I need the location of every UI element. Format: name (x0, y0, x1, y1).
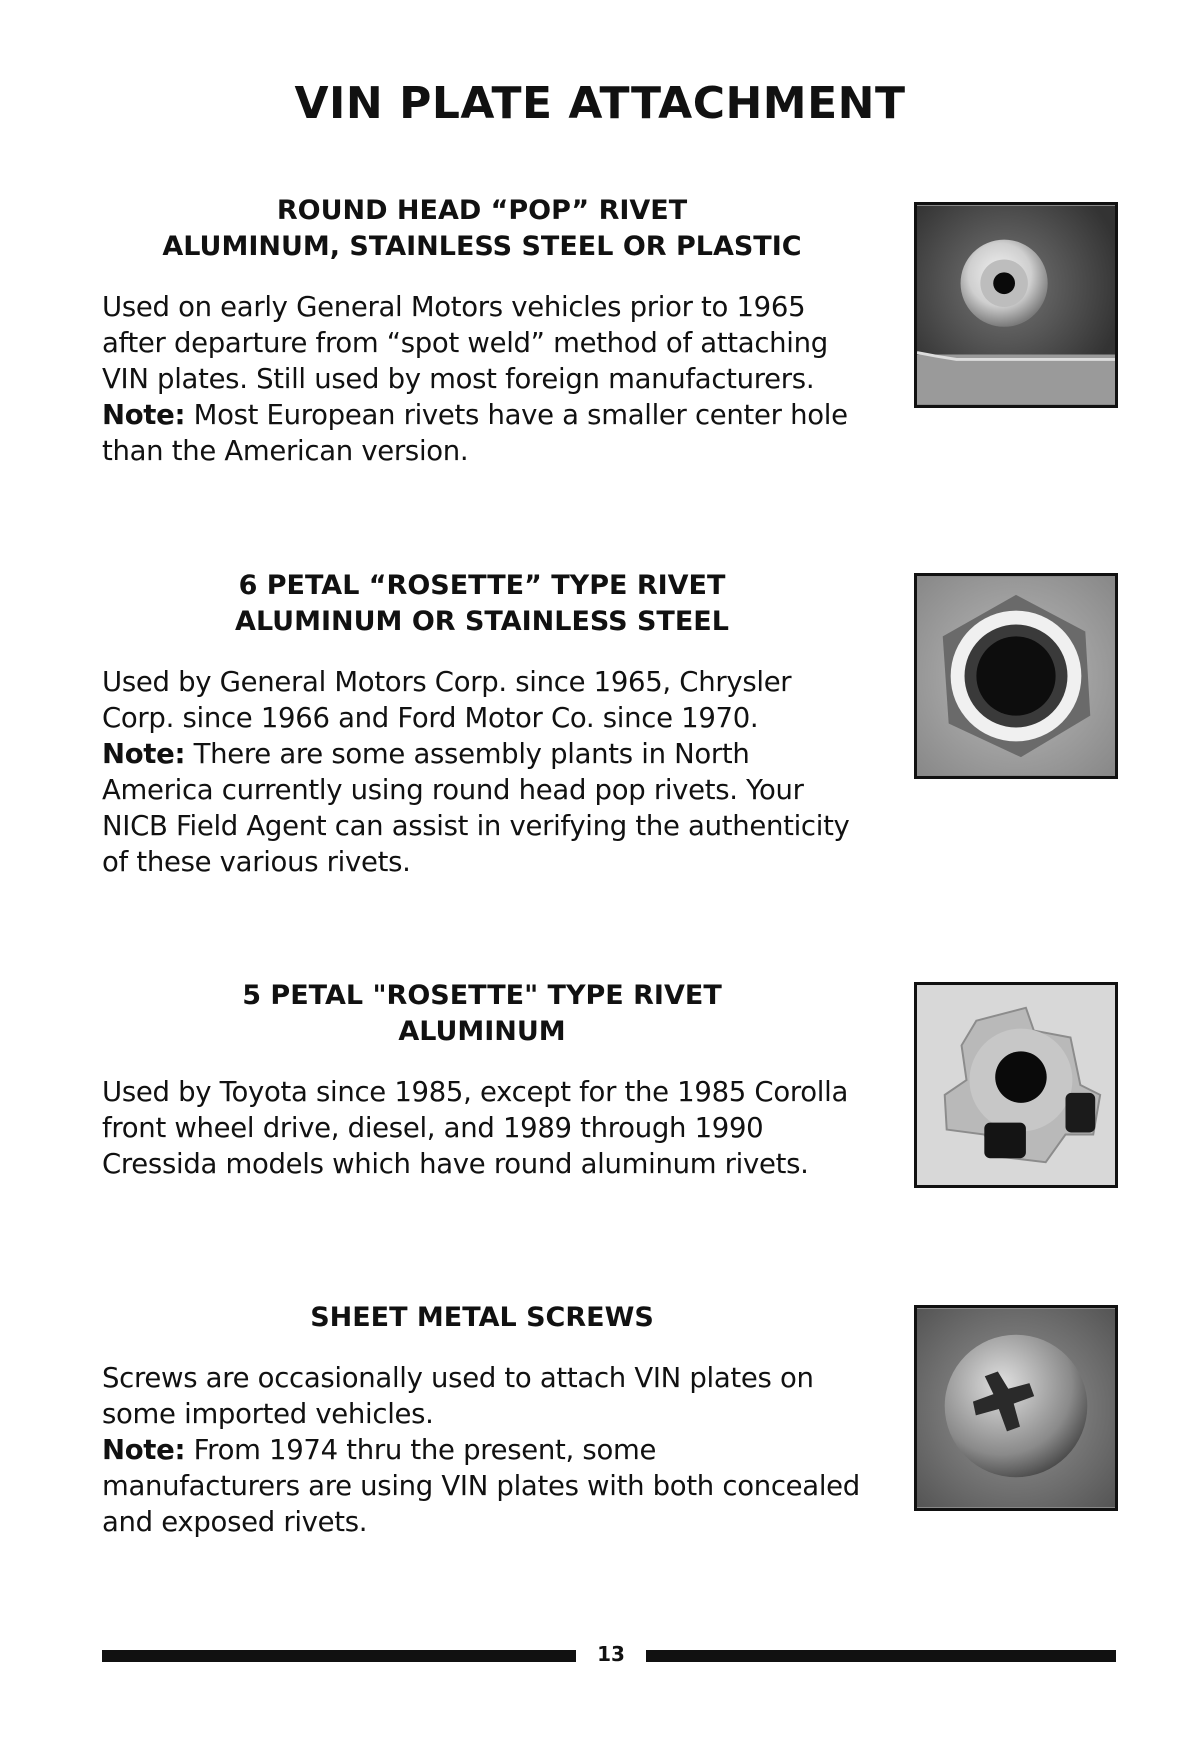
sheet-metal-screw-photo (914, 1305, 1118, 1511)
section-note (102, 736, 862, 880)
page-title: VIN PLATE ATTACHMENT (294, 78, 906, 129)
section-heading-line1: SHEET METAL SCREWS (310, 1302, 654, 1333)
note-label: Note: (102, 738, 186, 770)
section-note (102, 397, 862, 469)
note-text: Most European rivets have a smaller center hole than the American version. (102, 399, 848, 467)
five-petal-rosette-rivet-image (917, 985, 1115, 1185)
six-petal-rosette-rivet-image (917, 576, 1115, 776)
note-label: Note: (102, 399, 186, 431)
section-heading-line2: ALUMINUM (398, 1016, 566, 1047)
section-note (102, 1432, 862, 1540)
section-description: Used by Toyota since 1985, except for the 1985 Corolla front wheel drive, diesel, and 1989 through 1990 Cressida models which have round aluminum rivets. (102, 1076, 848, 1180)
sheet-metal-screw-image (917, 1308, 1115, 1508)
section-heading (102, 978, 862, 1050)
six-petal-rosette-rivet-photo (914, 573, 1118, 779)
five-petal-rosette-rivet-photo (914, 982, 1118, 1188)
section-heading-line1: 6 PETAL “ROSETTE” TYPE RIVET (238, 570, 726, 601)
footer-rule-right (646, 1650, 1116, 1662)
section-description: Screws are occasionally used to attach VIN plates on some imported vehicles. (102, 1362, 814, 1430)
section-heading (102, 193, 862, 265)
section-heading-line1: 5 PETAL "ROSETTE" TYPE RIVET (242, 980, 722, 1011)
note-label: Note: (102, 1434, 186, 1466)
pop-rivet-image (917, 205, 1115, 405)
section-heading-line2: ALUMINUM, STAINLESS STEEL OR PLASTIC (162, 231, 802, 262)
page-number: 13 (597, 1642, 625, 1666)
section-heading (102, 568, 862, 640)
page-footer (102, 1636, 1116, 1676)
section-five-petal-rosette-rivet (102, 978, 862, 1182)
note-text: From 1974 thru the present, some manufacturers are using VIN plates with both concealed and exposed rivets. (102, 1434, 860, 1538)
section-body (102, 289, 862, 469)
section-description: Used by General Motors Corp. since 1965, Chrysler Corp. since 1966 and Ford Motor Co. since 1970. (102, 666, 792, 734)
section-round-head-pop-rivet (102, 193, 862, 469)
section-body (102, 1074, 862, 1182)
section-heading (102, 1300, 862, 1336)
note-text: There are some assembly plants in North America currently using round head pop rivets. Your NICB Field Agent can assist in verifying the authenticity of these various rivets. (102, 738, 850, 878)
section-description: Used on early General Motors vehicles prior to 1965 after departure from “spot weld” method of attaching VIN plates. Still used by most foreign manufacturers. (102, 291, 828, 395)
section-heading-line1: ROUND HEAD “POP” RIVET (276, 195, 688, 226)
section-six-petal-rosette-rivet (102, 568, 862, 880)
section-sheet-metal-screws (102, 1300, 862, 1540)
section-body (102, 1360, 862, 1540)
footer-rule-left (102, 1650, 576, 1662)
section-heading-line2: ALUMINUM OR STAINLESS STEEL (235, 606, 729, 637)
pop-rivet-photo (914, 202, 1118, 408)
section-body (102, 664, 862, 880)
